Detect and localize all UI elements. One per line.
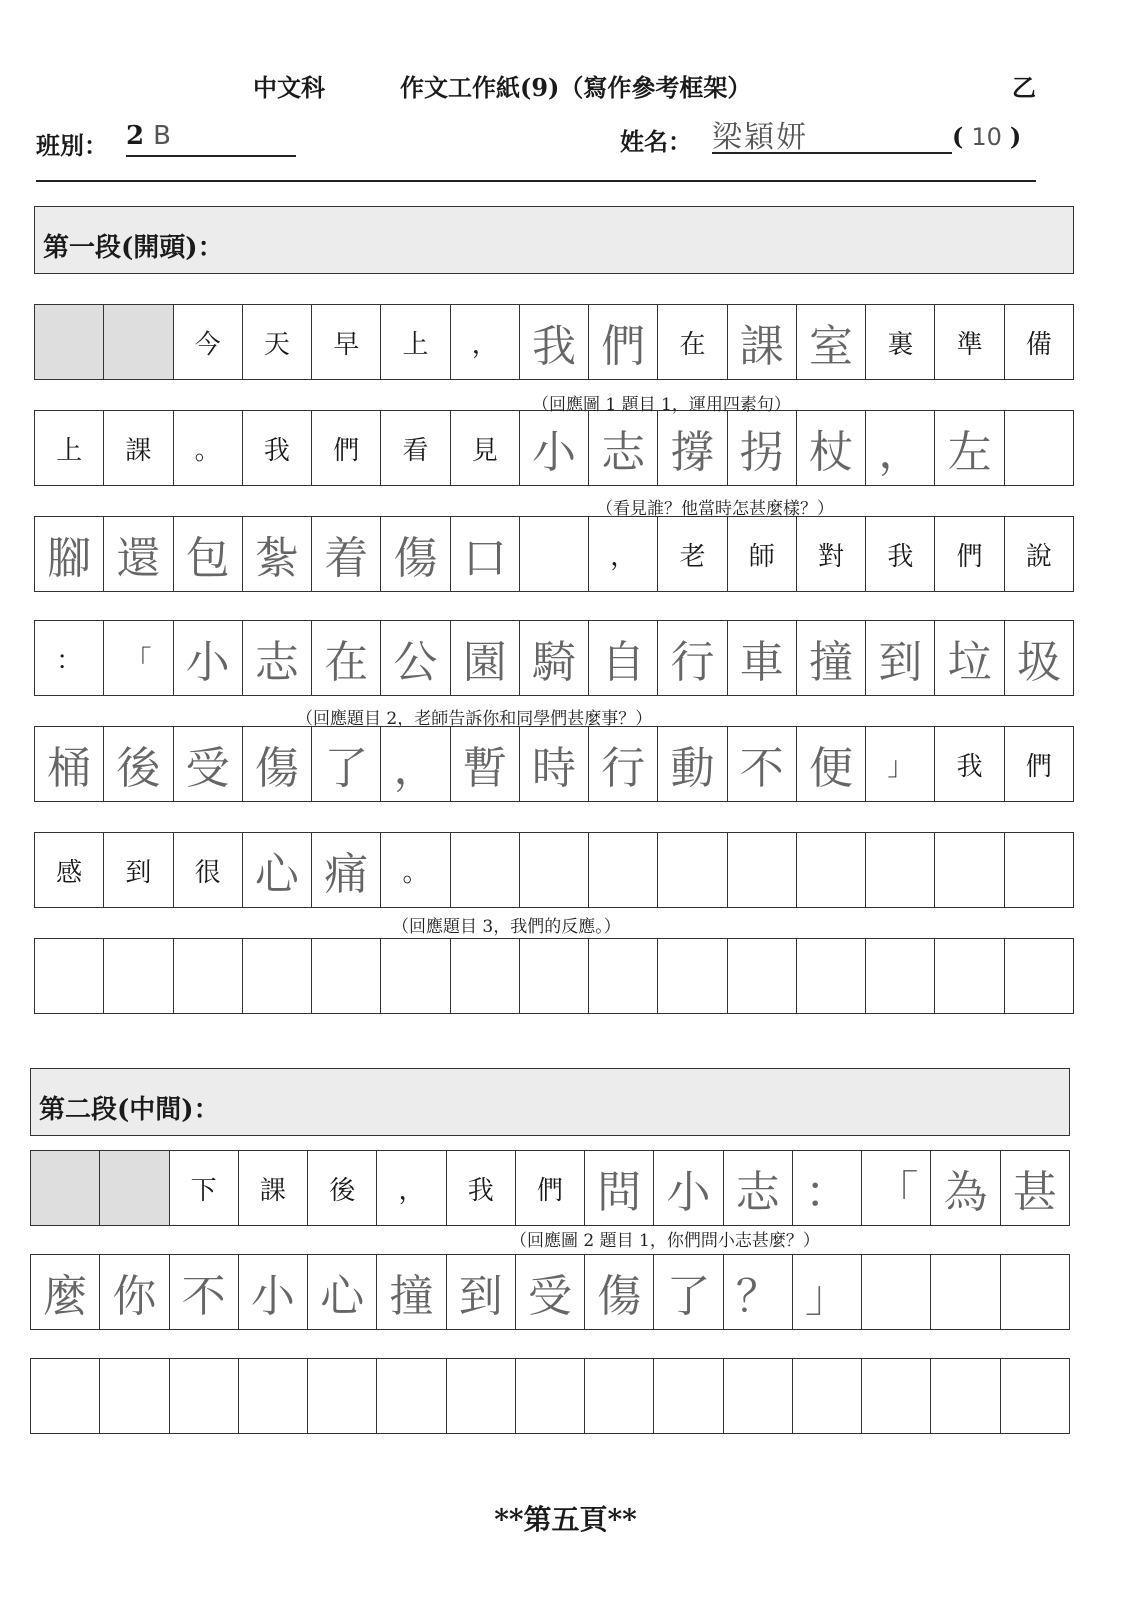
grid-cell[interactable] (35, 305, 104, 379)
grid-cell[interactable]: 師 (728, 517, 797, 591)
class-handwritten-value: B (153, 121, 171, 151)
grid-cell[interactable] (31, 1359, 100, 1433)
grid-cell[interactable]: 老 (658, 517, 727, 591)
grid-cell[interactable]: 看 (381, 411, 450, 485)
grid-cell[interactable]: 傷 (585, 1255, 654, 1329)
grid-cell[interactable]: 撐 (658, 411, 727, 485)
grid-cell[interactable] (728, 939, 797, 1013)
class-label: 班別： (36, 131, 108, 160)
grid-row (30, 1254, 1070, 1330)
grid-cell[interactable]: 了 (312, 727, 381, 801)
grid-cell[interactable] (1005, 411, 1073, 485)
grid-cell[interactable]: 甚 (1012, 1167, 1057, 1218)
grid-cell[interactable] (516, 1359, 585, 1433)
grid-cell[interactable]: 腳 (35, 517, 104, 591)
grid-cell[interactable]: 說 (1025, 541, 1052, 572)
name-field[interactable]: 梁穎妍 (712, 112, 952, 154)
grid-cell[interactable]: 見 (451, 411, 520, 485)
grid-cell[interactable]: 天 (243, 305, 312, 379)
grid-cell[interactable]: 便 (797, 727, 866, 801)
grid-cell[interactable]: ， (589, 517, 658, 591)
grid-cell[interactable]: 圾 (1016, 637, 1061, 688)
grid-cell[interactable] (308, 1359, 377, 1433)
grid-cell[interactable]: 很 (174, 833, 243, 907)
grid-cell[interactable]: 紮 (243, 517, 312, 591)
grid-cell[interactable]: 感 (35, 833, 104, 907)
class-field[interactable] (126, 121, 296, 157)
grid-row (34, 832, 1074, 908)
hint-5: （回應圖 2 題目 1，你們問小志甚麼？） (510, 1231, 820, 1251)
grid-cell[interactable] (1001, 1255, 1069, 1329)
grid-cell[interactable]: 小 (520, 411, 589, 485)
grid-cell[interactable] (312, 939, 381, 1013)
grid-cell[interactable]: 們 (516, 1151, 585, 1225)
grid-cell[interactable]: 拐 (728, 411, 797, 485)
grid-cell[interactable]: 小 (174, 621, 243, 695)
grid-cell[interactable]: 志 (724, 1151, 793, 1225)
grid-cell[interactable]: 在 (658, 305, 727, 379)
grid-cell[interactable]: 課 (728, 305, 797, 379)
grid-cell[interactable] (935, 833, 1004, 907)
student-number[interactable] (952, 122, 1021, 151)
grid-cell[interactable]: 不 (728, 727, 797, 801)
grid-cell[interactable]: 撞 (377, 1255, 446, 1329)
grid-cell[interactable]: 今 (174, 305, 243, 379)
grid-cell[interactable]: ： (793, 1151, 862, 1225)
grid-cell[interactable]: 傷 (381, 517, 450, 591)
grid-cell[interactable]: ， (451, 305, 520, 379)
grid-cell[interactable]: 「 (104, 621, 173, 695)
grid-cell[interactable] (520, 517, 589, 591)
grid-cell[interactable]: ， (381, 727, 450, 801)
grid-cell[interactable]: 園 (451, 621, 520, 695)
grid-cell[interactable]: 們 (589, 305, 658, 379)
grid-cell[interactable]: 到 (447, 1255, 516, 1329)
grid-cell[interactable]: ？ (724, 1255, 793, 1329)
page-number: **第五頁** (494, 1503, 637, 1536)
hint-2: （看見誰？他當時怎甚麼樣？） (596, 499, 834, 519)
grid-cell[interactable]: ： (35, 621, 104, 695)
grid-cell[interactable]: 傷 (243, 727, 312, 801)
grid-cell[interactable]: 行 (658, 621, 727, 695)
grid-cell[interactable] (862, 1255, 931, 1329)
grid-cell[interactable] (520, 833, 589, 907)
grid-cell[interactable]: ， (377, 1151, 446, 1225)
grid-cell[interactable]: 課 (239, 1151, 308, 1225)
grid-cell[interactable] (935, 939, 1004, 1013)
grid-cell[interactable]: 撞 (797, 621, 866, 695)
grid-cell[interactable] (866, 833, 935, 907)
grid-cell[interactable]: ， (866, 411, 935, 485)
grid-cell[interactable]: 公 (381, 621, 450, 695)
grid-cell[interactable]: 志 (589, 411, 658, 485)
grid-cell[interactable]: 你 (100, 1255, 169, 1329)
grid-cell[interactable] (931, 1255, 1000, 1329)
grid-cell[interactable] (654, 1359, 723, 1433)
grid-cell[interactable]: 下 (170, 1151, 239, 1225)
grid-cell[interactable] (1001, 1359, 1069, 1433)
grid-cell[interactable] (862, 1359, 931, 1433)
grid-row (30, 1150, 1070, 1226)
grid-cell[interactable] (174, 939, 243, 1013)
grid-cell[interactable]: 心 (243, 833, 312, 907)
grid-cell[interactable]: 們 (935, 517, 1004, 591)
grid-cell[interactable] (31, 1151, 100, 1225)
grid-cell[interactable]: 我 (243, 411, 312, 485)
grid-cell[interactable] (585, 1359, 654, 1433)
grid-cell[interactable]: 」 (866, 727, 935, 801)
number-open-paren: ( (952, 122, 964, 151)
grid-cell[interactable]: 志 (243, 621, 312, 695)
grid-cell[interactable]: 麼 (31, 1255, 100, 1329)
grid-cell[interactable]: 。 (381, 833, 450, 907)
grid-cell[interactable]: 着 (312, 517, 381, 591)
grid-cell[interactable]: 到 (104, 833, 173, 907)
grid-cell[interactable] (724, 1359, 793, 1433)
grid-cell[interactable] (589, 939, 658, 1013)
grid-cell[interactable]: 」 (793, 1255, 862, 1329)
grid-cell[interactable] (797, 939, 866, 1013)
grid-row (34, 410, 1074, 486)
grid-cell[interactable]: 垃 (935, 621, 1004, 695)
grid-cell[interactable]: 動 (658, 727, 727, 801)
grid-cell[interactable]: 受 (516, 1255, 585, 1329)
grid-cell[interactable]: 「 (862, 1151, 931, 1225)
grid-row (34, 726, 1074, 802)
grid-cell[interactable]: 們 (312, 411, 381, 485)
grid-cell[interactable] (377, 1359, 446, 1433)
grid-cell[interactable] (170, 1359, 239, 1433)
hint-1: （回應圖 1 題目 1，運用四素句） (532, 395, 791, 415)
header-divider (36, 180, 1036, 182)
grid-cell[interactable] (520, 939, 589, 1013)
grid-cell[interactable]: 我 (520, 305, 589, 379)
grid-cell[interactable] (451, 939, 520, 1013)
grid-cell[interactable]: 備 (1025, 329, 1052, 360)
grid-cell[interactable] (381, 939, 450, 1013)
grid-cell[interactable] (243, 939, 312, 1013)
grid-cell[interactable]: 為 (931, 1151, 1000, 1225)
grid-cell[interactable] (931, 1359, 1000, 1433)
grid-cell[interactable]: 我 (935, 727, 1004, 801)
grid-cell[interactable] (451, 833, 520, 907)
grid-cell[interactable]: 在 (312, 621, 381, 695)
section-2-title: 第二段(中間)： (30, 1068, 1070, 1136)
grid-cell[interactable]: 左 (935, 411, 1004, 485)
subject-label: 中文科 (253, 73, 325, 102)
grid-cell[interactable]: 上 (381, 305, 450, 379)
grid-cell[interactable]: 還 (104, 517, 173, 591)
grid-cell[interactable]: 包 (174, 517, 243, 591)
grid-cell[interactable]: 暫 (451, 727, 520, 801)
grid-cell[interactable]: 裏 (866, 305, 935, 379)
grid-cell[interactable] (728, 833, 797, 907)
class-printed-value: 2 (126, 121, 145, 151)
grid-cell[interactable]: 心 (308, 1255, 377, 1329)
grid-cell[interactable] (447, 1359, 516, 1433)
grid-cell[interactable]: 問 (585, 1151, 654, 1225)
grid-cell[interactable] (866, 939, 935, 1013)
grid-cell[interactable]: 自 (589, 621, 658, 695)
grid-cell[interactable] (658, 939, 727, 1013)
grid-cell[interactable]: 對 (797, 517, 866, 591)
number-handwritten-value: 10 (971, 123, 1002, 151)
grid-cell[interactable]: 上 (35, 411, 104, 485)
grid-row (34, 620, 1074, 696)
grid-cell[interactable] (1005, 833, 1073, 907)
grid-cell[interactable] (793, 1359, 862, 1433)
grid-cell[interactable]: 受 (174, 727, 243, 801)
grid-cell[interactable]: 到 (866, 621, 935, 695)
grid-cell[interactable] (104, 305, 173, 379)
name-label: 姓名： (620, 127, 692, 156)
grid-cell[interactable]: 課 (104, 411, 173, 485)
grid-cell[interactable]: 桶 (35, 727, 104, 801)
grid-cell[interactable] (239, 1359, 308, 1433)
grid-cell[interactable]: 小 (654, 1151, 723, 1225)
grid-cell[interactable]: 車 (728, 621, 797, 695)
grid-row (34, 304, 1074, 380)
grid-cell[interactable]: 痛 (312, 833, 381, 907)
grid-cell[interactable] (104, 939, 173, 1013)
grid-cell[interactable]: 後 (104, 727, 173, 801)
edition-mark: 乙 (1012, 73, 1036, 102)
grid-cell[interactable]: 了 (654, 1255, 723, 1329)
grid-cell[interactable]: 小 (239, 1255, 308, 1329)
grid-cell[interactable]: 。 (174, 411, 243, 485)
grid-cell[interactable]: 行 (589, 727, 658, 801)
number-close-paren: ) (1009, 122, 1022, 151)
grid-cell[interactable]: 室 (797, 305, 866, 379)
grid-cell[interactable]: 時 (520, 727, 589, 801)
grid-cell[interactable] (100, 1151, 169, 1225)
grid-cell[interactable]: 我 (447, 1151, 516, 1225)
grid-cell[interactable] (589, 833, 658, 907)
grid-cell[interactable]: 我 (866, 517, 935, 591)
grid-cell[interactable]: 騎 (520, 621, 589, 695)
grid-cell[interactable]: 後 (308, 1151, 377, 1225)
grid-row (34, 516, 1074, 592)
worksheet-title: 作文工作紙(9)（寫作參考框架） (400, 73, 752, 102)
section-1-title: 第一段(開頭)： (34, 206, 1074, 274)
grid-cell[interactable]: 杖 (797, 411, 866, 485)
grid-cell[interactable] (1005, 939, 1073, 1013)
grid-row (34, 938, 1074, 1014)
grid-cell[interactable]: 準 (935, 305, 1004, 379)
grid-row (30, 1358, 1070, 1434)
grid-cell[interactable] (100, 1359, 169, 1433)
grid-cell[interactable]: 不 (170, 1255, 239, 1329)
grid-cell[interactable] (35, 939, 104, 1013)
grid-cell[interactable]: 早 (312, 305, 381, 379)
grid-cell[interactable] (797, 833, 866, 907)
hint-3: （回應題目 2，老師告訴你和同學們甚麼事？） (296, 709, 653, 729)
grid-cell[interactable]: 們 (1025, 751, 1052, 782)
grid-cell[interactable]: 口 (451, 517, 520, 591)
grid-cell[interactable] (658, 833, 727, 907)
hint-4: （回應題目 3，我們的反應。） (392, 917, 621, 937)
